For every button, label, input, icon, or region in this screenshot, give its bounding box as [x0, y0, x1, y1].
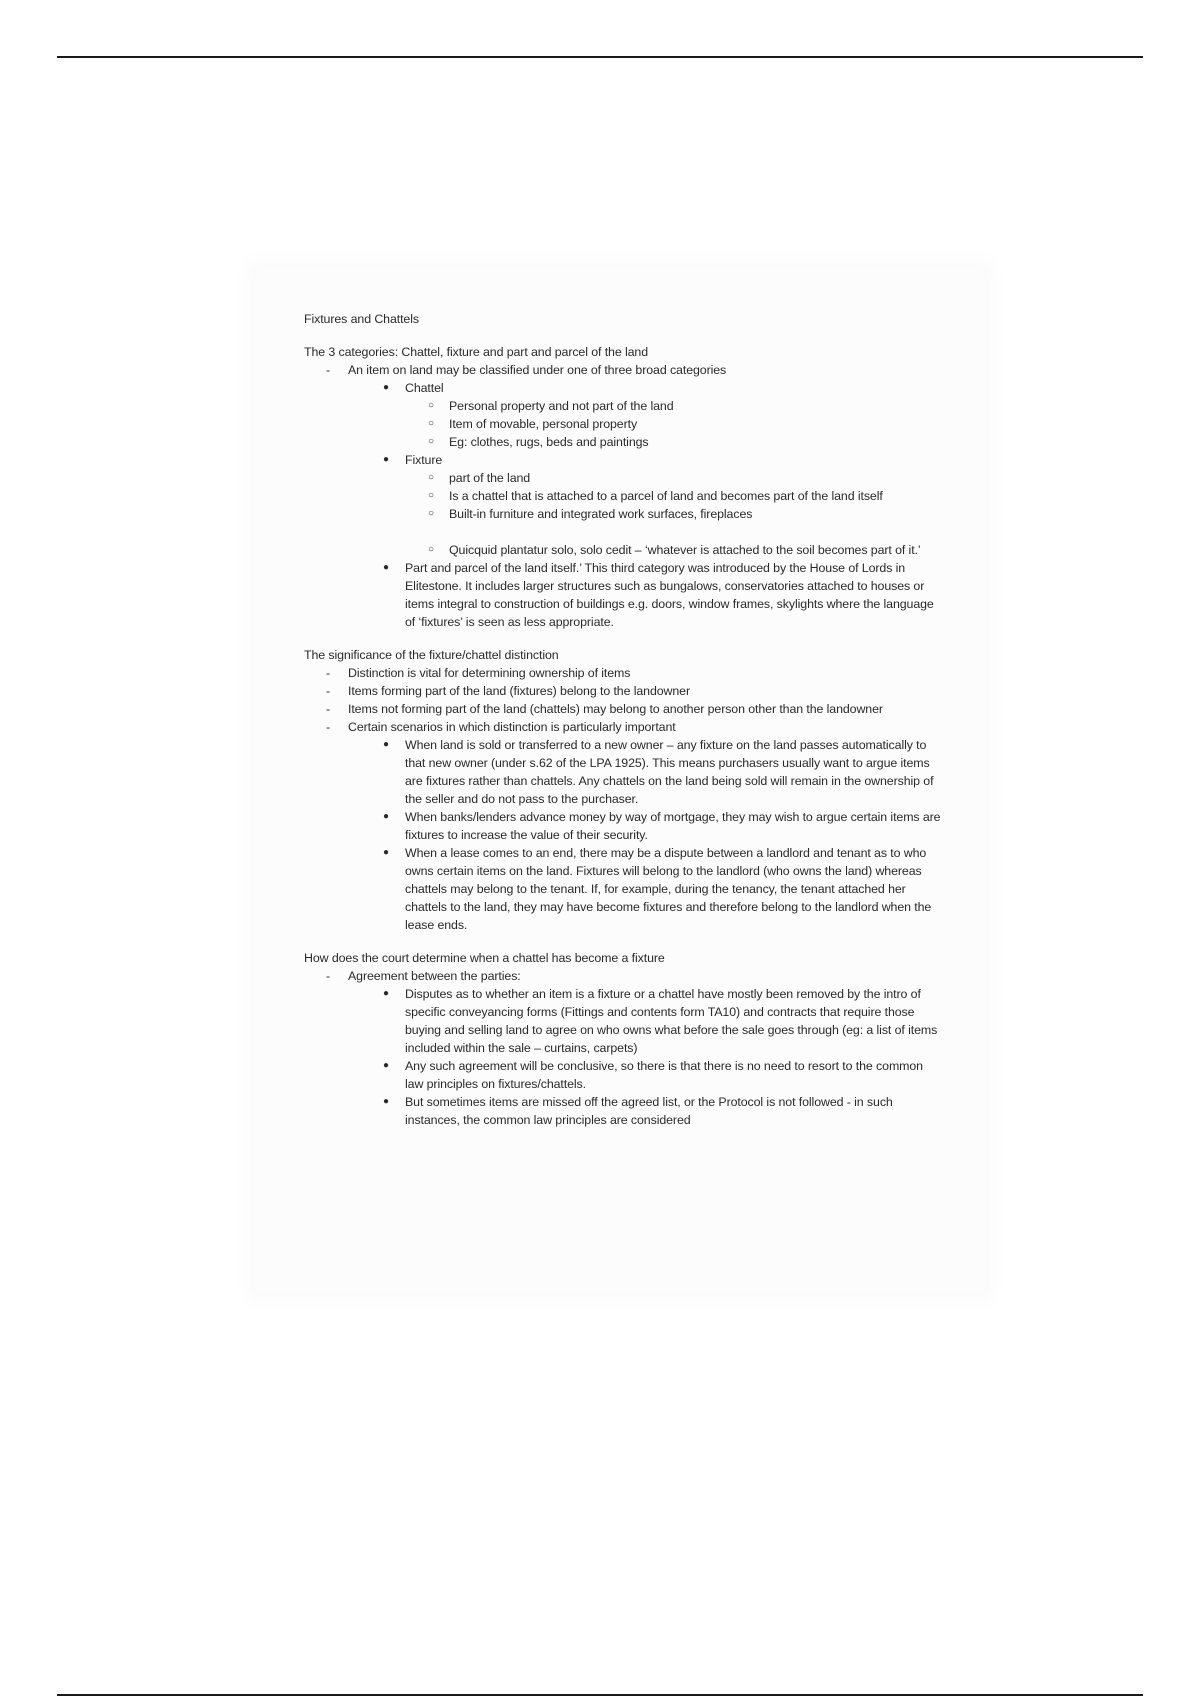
section-heading: The 3 categories: Chattel, fixture and part and parcel of the land — [304, 345, 648, 359]
list-item: - Agreement between the parties: — [326, 969, 521, 983]
bullet-list — [304, 985, 944, 1129]
dash-marker: - — [326, 363, 331, 377]
list-item: ○ Item of movable, personal property — [428, 417, 638, 431]
document-body — [304, 310, 944, 1129]
list-item: ● Chattel — [383, 381, 444, 395]
bullet-marker: ● — [383, 454, 389, 465]
dash-marker: - — [326, 720, 331, 734]
section-heading: The significance of the fixture/chattel distinction — [304, 648, 559, 662]
list-item: ● When land is sold or transferred to a new owner – any fixture on the land passes automatically to that new owner (under s.62 of the LPA 1925). This means purchasers usually want to argue items are fixtures rather than chattels. Any chattels on the land being sold will remain in the ownership of the seller and do not pass to the purchaser. — [383, 738, 934, 806]
bullet-marker: ● — [383, 811, 389, 822]
dash-marker: - — [326, 684, 331, 698]
circle-marker: ○ — [428, 508, 434, 519]
dash-marker: - — [326, 969, 331, 983]
circle-list — [304, 469, 944, 559]
list-item: - An item on land may be classified under one of three broad categories — [326, 363, 727, 377]
bullet-marker: ● — [383, 847, 389, 858]
list-item: - Items forming part of the land (fixtures) belong to the landowner — [326, 684, 690, 698]
circle-marker: ○ — [428, 490, 434, 501]
list-item: ● Disputes as to whether an item is a fixture or a chattel have mostly been removed by the intro of specific conveyancing forms (Fittings and contents form TA10) and contracts that require those buying and selling land to agree on who owns what before the sale goes through (eg: a list of items included within the sale – curtains, carpets) — [383, 987, 938, 1055]
bullet-marker: ● — [383, 1060, 389, 1071]
list-item: - Certain scenarios in which distinction is particularly important — [326, 720, 676, 734]
bullet-marker: ● — [383, 562, 389, 573]
circle-marker: ○ — [428, 418, 434, 429]
bullet-marker: ● — [383, 382, 389, 393]
circle-list — [304, 397, 944, 451]
document-title: Fixtures and Chattels — [304, 312, 419, 326]
list-item: ○ Eg: clothes, rugs, beds and paintings — [428, 435, 649, 449]
list-item: ○ Built-in furniture and integrated work surfaces, fireplaces — [428, 507, 753, 521]
dash-list — [304, 361, 944, 379]
circle-marker: ○ — [428, 436, 434, 447]
list-item: - Items not forming part of the land (chattels) may belong to another person other than the landowner — [326, 702, 883, 716]
list-item: ● But sometimes items are missed off the agreed list, or the Protocol is not followed - in such instances, the common law principles are considered — [383, 1095, 893, 1127]
bullet-list — [304, 379, 944, 397]
bullet-marker: ● — [383, 739, 389, 750]
dash-list — [304, 664, 944, 736]
list-item: ● When banks/lenders advance money by way of mortgage, they may wish to argue certain items are fixtures to increase the value of their security. — [383, 810, 941, 842]
bullet-list — [304, 559, 944, 631]
list-item: ○ Quicquid plantatur solo, solo cedit – ‘whatever is attached to the soil becomes part of it.’ — [428, 543, 921, 557]
bullet-list — [304, 736, 944, 934]
bullet-list — [304, 451, 944, 469]
circle-marker: ○ — [428, 400, 434, 411]
circle-marker: ○ — [428, 472, 434, 483]
bullet-marker: ● — [383, 1096, 389, 1107]
bullet-marker: ● — [383, 988, 389, 999]
list-item: ● Part and parcel of the land itself.’ This third category was introduced by the House of Lords in Elitestone. It includes larger structures such as bungalows, conservatories attached to houses or items integral to construction of buildings e.g. doors, window frames, skylights where the language of ‘fixtures’ is seen as less appropriate. — [383, 561, 934, 629]
list-item: ○ Personal property and not part of the land — [428, 399, 674, 413]
list-item: ● Any such agreement will be conclusive, so there is that there is no need to resort to the common law principles on fixtures/chattels. — [383, 1059, 923, 1091]
dash-marker: - — [326, 702, 331, 716]
list-item: ● When a lease comes to an end, there may be a dispute between a landlord and tenant as to who owns certain items on the land. Fixtures will belong to the landlord (who owns the land) whereas chattels may belong to the tenant. If, for example, during the tenancy, the tenant attached her chattels to the land, they may have become fixtures and therefore belong to the landlord when the lease ends. — [383, 846, 932, 932]
section-heading: How does the court determine when a chattel has become a fixture — [304, 951, 665, 965]
dash-list — [304, 967, 944, 985]
list-item: ● Fixture — [383, 453, 443, 467]
list-item: ○ Is a chattel that is attached to a parcel of land and becomes part of the land itself — [428, 489, 883, 503]
list-item: ○ part of the land — [428, 471, 531, 485]
bottom-rule — [57, 1694, 1143, 1696]
dash-marker: - — [326, 666, 331, 680]
top-rule — [57, 56, 1143, 58]
circle-marker: ○ — [428, 544, 434, 555]
list-item: - Distinction is vital for determining ownership of items — [326, 666, 631, 680]
